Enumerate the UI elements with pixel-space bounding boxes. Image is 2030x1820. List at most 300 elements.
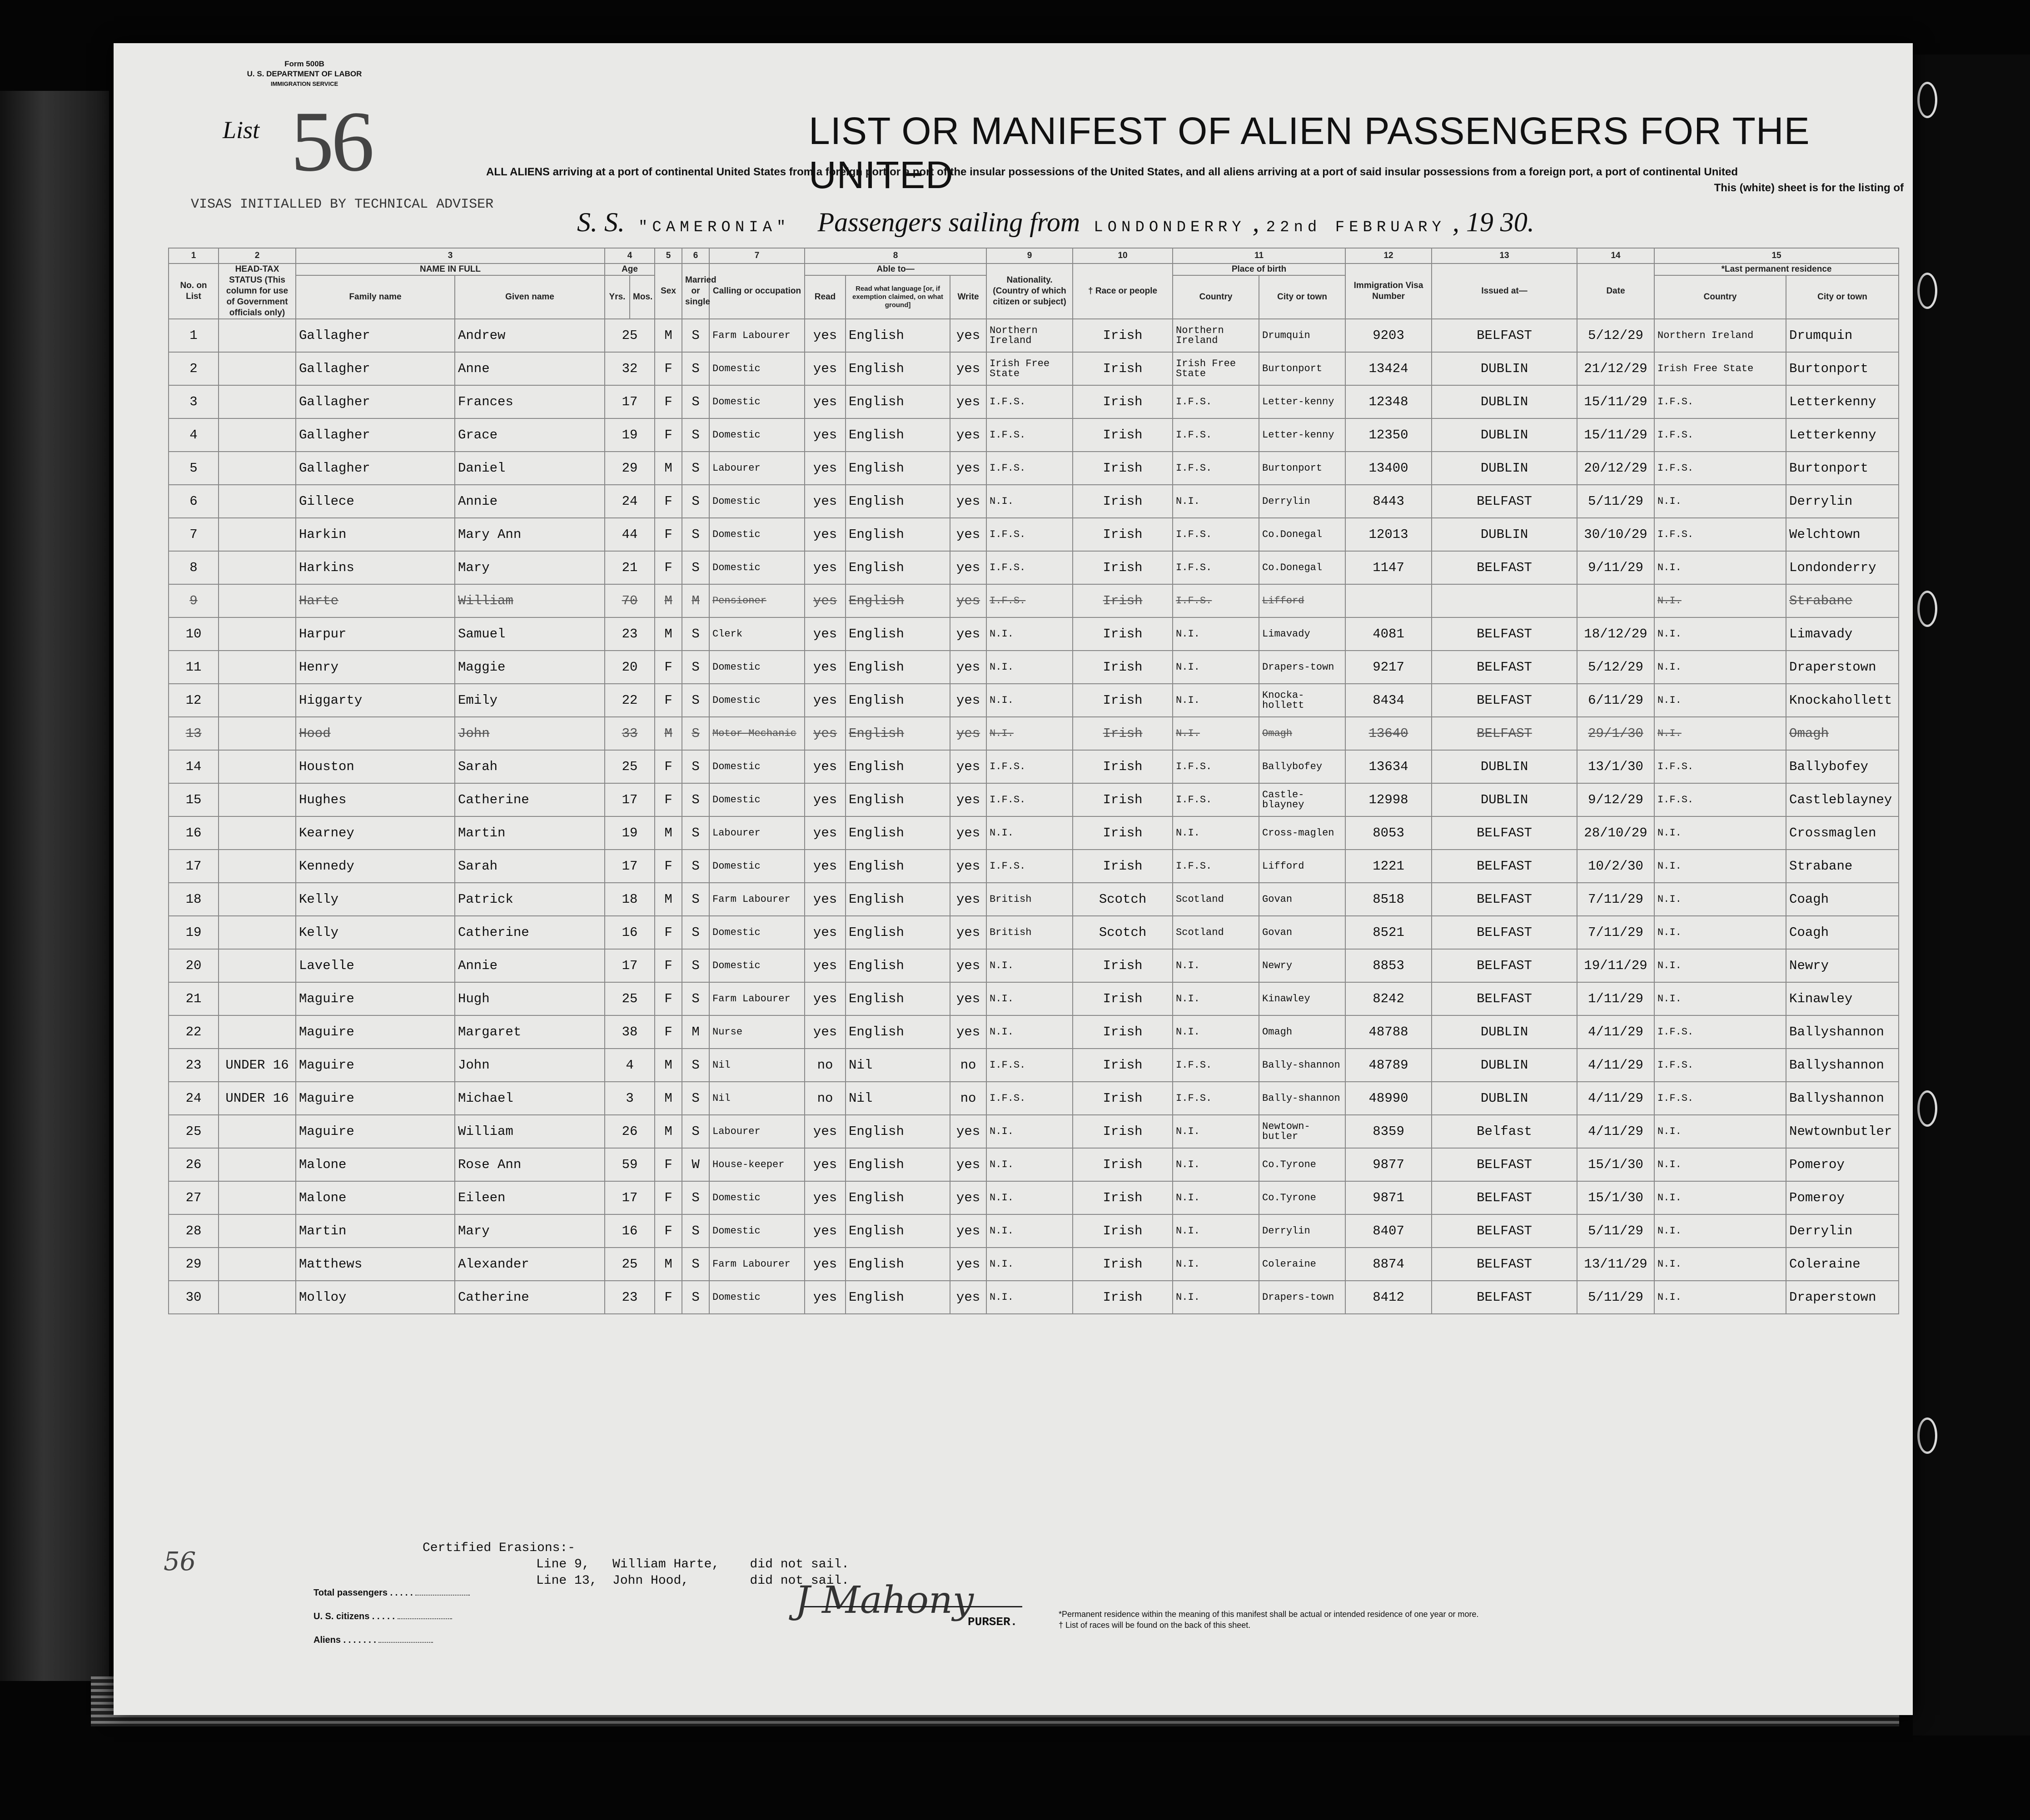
cell-write: yes — [950, 982, 986, 1015]
cell-issued-at: BELFAST — [1432, 1214, 1577, 1248]
cell-age-yrs: 70 — [605, 584, 655, 617]
totals-block — [313, 1581, 470, 1652]
cell-birth-country: I.F.S. — [1173, 850, 1259, 883]
cell-family-name: Hood — [296, 717, 455, 750]
cell-visa: 13634 — [1345, 750, 1432, 783]
cell-birth-country: N.I. — [1173, 717, 1259, 750]
cell-birth-city: Castle-blayney — [1259, 783, 1345, 816]
cell-read: yes — [805, 717, 846, 750]
cell-read: yes — [805, 750, 846, 783]
th-yrs: Yrs. — [605, 275, 630, 319]
cell-race: Irish — [1073, 418, 1173, 452]
cell-married: S — [682, 651, 709, 684]
passenger-row — [169, 982, 1899, 1015]
cell-sex: F — [655, 916, 682, 949]
column-number-row — [169, 248, 1899, 264]
cell-date: 19/11/29 — [1577, 949, 1654, 982]
cell-race: Irish — [1073, 684, 1173, 717]
cell-res-country: N.I. — [1654, 1181, 1786, 1214]
cell-read: yes — [805, 418, 846, 452]
cell-married: S — [682, 1248, 709, 1281]
cell-res-country: N.I. — [1654, 1248, 1786, 1281]
cell-no: 22 — [169, 1015, 219, 1049]
cell-head-tax: UNDER 16 — [219, 1049, 296, 1082]
departure-port: LONDONDERRY — [1094, 219, 1246, 236]
cell-res-country: N.I. — [1654, 1115, 1786, 1148]
cell-birth-country: I.F.S. — [1173, 783, 1259, 816]
cell-given-name: Annie — [455, 949, 605, 982]
cell-read: yes — [805, 352, 846, 385]
cell-read-language: English — [846, 1015, 950, 1049]
cell-family-name: Martin — [296, 1214, 455, 1248]
cell-race: Irish — [1073, 1148, 1173, 1181]
passenger-row — [169, 617, 1899, 651]
cell-given-name: Mary Ann — [455, 518, 605, 551]
passenger-row — [169, 1281, 1899, 1314]
cell-date: 5/11/29 — [1577, 1214, 1654, 1248]
cell-no: 5 — [169, 452, 219, 485]
cell-write: yes — [950, 1148, 986, 1181]
cell-family-name: Kelly — [296, 883, 455, 916]
cell-married: S — [682, 1281, 709, 1314]
cell-birth-country: I.F.S. — [1173, 518, 1259, 551]
cell-birth-city: Omagh — [1259, 717, 1345, 750]
cell-res-country: I.F.S. — [1654, 385, 1786, 418]
cell-visa: 9203 — [1345, 319, 1432, 352]
cell-family-name: Malone — [296, 1148, 455, 1181]
passenger-row — [169, 1181, 1899, 1214]
cell-birth-city: Letter-kenny — [1259, 418, 1345, 452]
cell-age-yrs: 19 — [605, 816, 655, 850]
cell-nationality: I.F.S. — [986, 1082, 1073, 1115]
cell-date: 1/11/29 — [1577, 982, 1654, 1015]
th-last-residence: *Last permanent residence — [1654, 264, 1899, 275]
cell-family-name: Gillece — [296, 485, 455, 518]
cell-date: 15/11/29 — [1577, 418, 1654, 452]
cell-race: Irish — [1073, 518, 1173, 551]
cell-nationality: N.I. — [986, 949, 1073, 982]
cell-res-country: Irish Free State — [1654, 352, 1786, 385]
cell-birth-country: N.I. — [1173, 1148, 1259, 1181]
cell-birth-country: I.F.S. — [1173, 750, 1259, 783]
cell-write: yes — [950, 518, 986, 551]
cell-sex: M — [655, 1082, 682, 1115]
cell-race: Scotch — [1073, 916, 1173, 949]
cell-res-country: N.I. — [1654, 850, 1786, 883]
cell-write: yes — [950, 850, 986, 883]
cell-race: Irish — [1073, 982, 1173, 1015]
th-birth-country: Country — [1173, 275, 1259, 319]
aliens-label: Aliens . . . . . . . — [313, 1635, 376, 1645]
cell-nationality: Irish Free State — [986, 352, 1073, 385]
th-place-of-birth: Place of birth — [1173, 264, 1345, 275]
cell-read-language: English — [846, 1181, 950, 1214]
cell-birth-country: N.I. — [1173, 1214, 1259, 1248]
cell-birth-city: Co.Tyrone — [1259, 1181, 1345, 1214]
cell-date: 15/11/29 — [1577, 385, 1654, 418]
passenger-row — [169, 418, 1899, 452]
cell-married: S — [682, 1115, 709, 1148]
passenger-row — [169, 850, 1899, 883]
cell-no: 28 — [169, 1214, 219, 1248]
cell-given-name: Hugh — [455, 982, 605, 1015]
cell-family-name: Matthews — [296, 1248, 455, 1281]
cell-married: S — [682, 452, 709, 485]
cell-no: 16 — [169, 816, 219, 850]
cell-sex: M — [655, 883, 682, 916]
th-married: Married or single — [682, 264, 709, 319]
cell-married: S — [682, 883, 709, 916]
cell-nationality: N.I. — [986, 651, 1073, 684]
cell-visa: 8434 — [1345, 684, 1432, 717]
passenger-row — [169, 684, 1899, 717]
cell-no: 9 — [169, 584, 219, 617]
cell-married: S — [682, 916, 709, 949]
cell-no: 12 — [169, 684, 219, 717]
ship-line: S. S. "CAMERONIA" Passengers sailing from LONDONDERRY , 22nd FEBRUARY , 19 30. — [577, 207, 1534, 237]
cell-sex: F — [655, 352, 682, 385]
cell-head-tax: UNDER 16 — [219, 1082, 296, 1115]
cell-sex: F — [655, 485, 682, 518]
cell-calling: Domestic — [709, 1181, 805, 1214]
cell-visa: 13400 — [1345, 452, 1432, 485]
cell-married: S — [682, 1049, 709, 1082]
cell-read: yes — [805, 783, 846, 816]
cell-date: 5/12/29 — [1577, 319, 1654, 352]
cell-visa: 12348 — [1345, 385, 1432, 418]
cell-visa: 8443 — [1345, 485, 1432, 518]
cell-calling: Domestic — [709, 485, 805, 518]
cell-head-tax — [219, 982, 296, 1015]
cell-issued-at: BELFAST — [1432, 617, 1577, 651]
cell-family-name: Houston — [296, 750, 455, 783]
cell-family-name: Gallagher — [296, 452, 455, 485]
cell-read: yes — [805, 949, 846, 982]
cell-age-yrs: 16 — [605, 916, 655, 949]
cell-issued-at: BELFAST — [1432, 651, 1577, 684]
cell-res-city: Newry — [1786, 949, 1899, 982]
cell-family-name: Kennedy — [296, 850, 455, 883]
cell-birth-city: Ballybofey — [1259, 750, 1345, 783]
cert-line-13: Line 13, John Hood, did not sail. — [536, 1574, 849, 1588]
cell-sex: F — [655, 1015, 682, 1049]
cell-family-name: Maguire — [296, 1015, 455, 1049]
cell-calling: Domestic — [709, 1281, 805, 1314]
cell-head-tax — [219, 949, 296, 982]
cell-race: Irish — [1073, 584, 1173, 617]
passenger-row — [169, 750, 1899, 783]
cell-res-city: Coagh — [1786, 916, 1899, 949]
form-number: Form 500B — [284, 60, 324, 68]
cell-issued-at: BELFAST — [1432, 1181, 1577, 1214]
th-head-tax: HEAD-TAX STATUS (This column for use of Government officials only) — [219, 264, 296, 319]
cell-date: 9/11/29 — [1577, 551, 1654, 584]
cell-issued-at: DUBLIN — [1432, 452, 1577, 485]
cell-married: S — [682, 684, 709, 717]
cell-married: S — [682, 518, 709, 551]
binder-ring — [1917, 591, 1937, 627]
cell-birth-city: Newry — [1259, 949, 1345, 982]
cell-race: Irish — [1073, 750, 1173, 783]
cell-date — [1577, 584, 1654, 617]
cell-calling: Nil — [709, 1049, 805, 1082]
cell-visa: 1221 — [1345, 850, 1432, 883]
passenger-row — [169, 1214, 1899, 1248]
cell-res-city: Derrylin — [1786, 485, 1899, 518]
th-read: Read — [805, 275, 846, 319]
cell-birth-city: Burtonport — [1259, 452, 1345, 485]
cell-write: no — [950, 1082, 986, 1115]
cell-date: 4/11/29 — [1577, 1115, 1654, 1148]
cell-read: yes — [805, 651, 846, 684]
th-no-on-list: No. on List — [169, 264, 219, 319]
cell-birth-city: Co.Donegal — [1259, 551, 1345, 584]
binder-strip — [1913, 55, 2030, 1735]
cell-issued-at: BELFAST — [1432, 319, 1577, 352]
cell-nationality: Northern Ireland — [986, 319, 1073, 352]
cell-sex: F — [655, 684, 682, 717]
cell-res-country: I.F.S. — [1654, 452, 1786, 485]
cell-write: yes — [950, 1181, 986, 1214]
cell-read: yes — [805, 684, 846, 717]
cell-given-name: Frances — [455, 385, 605, 418]
cell-head-tax — [219, 584, 296, 617]
cell-married: S — [682, 1082, 709, 1115]
cell-read-language: English — [846, 717, 950, 750]
cell-birth-country: N.I. — [1173, 982, 1259, 1015]
cell-nationality: I.F.S. — [986, 385, 1073, 418]
cell-read: yes — [805, 850, 846, 883]
cell-no: 3 — [169, 385, 219, 418]
cell-res-city: Draperstown — [1786, 1281, 1899, 1314]
cell-family-name: Maguire — [296, 1115, 455, 1148]
cell-given-name: John — [455, 717, 605, 750]
cell-visa: 8853 — [1345, 949, 1432, 982]
cell-head-tax — [219, 816, 296, 850]
cell-age-yrs: 20 — [605, 651, 655, 684]
cell-read: yes — [805, 1181, 846, 1214]
cell-read: yes — [805, 883, 846, 916]
cell-sex: M — [655, 717, 682, 750]
th-issued-at: Issued at— — [1432, 264, 1577, 319]
passenger-row — [169, 883, 1899, 916]
cell-married: S — [682, 1214, 709, 1248]
cell-given-name: Catherine — [455, 1281, 605, 1314]
cell-res-country: N.I. — [1654, 617, 1786, 651]
cell-sex: F — [655, 651, 682, 684]
passenger-row — [169, 485, 1899, 518]
cell-calling: Farm Labourer — [709, 982, 805, 1015]
cell-head-tax — [219, 1115, 296, 1148]
cell-no: 23 — [169, 1049, 219, 1082]
cell-date: 18/12/29 — [1577, 617, 1654, 651]
cell-sex: F — [655, 1214, 682, 1248]
cell-head-tax — [219, 1148, 296, 1181]
passenger-rows — [169, 319, 1899, 1314]
cell-calling: Domestic — [709, 783, 805, 816]
cell-issued-at: BELFAST — [1432, 684, 1577, 717]
cell-visa: 12013 — [1345, 518, 1432, 551]
cell-res-city: Burtonport — [1786, 352, 1899, 385]
cell-calling: Nil — [709, 1082, 805, 1115]
cell-read: yes — [805, 485, 846, 518]
cell-no: 30 — [169, 1281, 219, 1314]
cell-no: 8 — [169, 551, 219, 584]
cell-age-yrs: 59 — [605, 1148, 655, 1181]
cell-write: no — [950, 1049, 986, 1082]
cell-family-name: Higgarty — [296, 684, 455, 717]
cell-age-yrs: 25 — [605, 750, 655, 783]
cell-visa: 8053 — [1345, 816, 1432, 850]
cell-age-yrs: 3 — [605, 1082, 655, 1115]
cell-nationality: I.F.S. — [986, 1049, 1073, 1082]
cell-sex: M — [655, 1049, 682, 1082]
cell-write: yes — [950, 1115, 986, 1148]
cell-calling: Farm Labourer — [709, 1248, 805, 1281]
cell-head-tax — [219, 750, 296, 783]
cell-birth-city: Co.Donegal — [1259, 518, 1345, 551]
cell-issued-at: DUBLIN — [1432, 518, 1577, 551]
cell-age-yrs: 22 — [605, 684, 655, 717]
cell-birth-city: Derrylin — [1259, 485, 1345, 518]
cell-age-yrs: 17 — [605, 783, 655, 816]
cell-res-city: Welchtown — [1786, 518, 1899, 551]
cell-issued-at: BELFAST — [1432, 816, 1577, 850]
cell-sex: M — [655, 1115, 682, 1148]
cell-res-country: N.I. — [1654, 1214, 1786, 1248]
cell-birth-city: Kinawley — [1259, 982, 1345, 1015]
cell-calling: Farm Labourer — [709, 883, 805, 916]
cell-issued-at: BELFAST — [1432, 850, 1577, 883]
header-row-1 — [169, 264, 1899, 275]
cell-write: yes — [950, 816, 986, 850]
department: U. S. DEPARTMENT OF LABOR — [247, 70, 362, 78]
cell-read-language: English — [846, 916, 950, 949]
cell-birth-country: Scotland — [1173, 883, 1259, 916]
cell-nationality: N.I. — [986, 1115, 1073, 1148]
cell-married: W — [682, 1148, 709, 1181]
cell-age-yrs: 16 — [605, 1214, 655, 1248]
cell-family-name: Henry — [296, 651, 455, 684]
cell-race: Irish — [1073, 352, 1173, 385]
cell-given-name: William — [455, 584, 605, 617]
cell-write: yes — [950, 1015, 986, 1049]
cell-age-yrs: 4 — [605, 1049, 655, 1082]
cell-age-yrs: 18 — [605, 883, 655, 916]
purser-signature: J Mahony — [795, 1579, 974, 1622]
cell-birth-city: Drumquin — [1259, 319, 1345, 352]
col-num: 4 — [605, 248, 655, 264]
passenger-row — [169, 1115, 1899, 1148]
cell-res-country: N.I. — [1654, 717, 1786, 750]
cell-calling: Nurse — [709, 1015, 805, 1049]
col-num: 13 — [1432, 248, 1577, 264]
cell-race: Irish — [1073, 1082, 1173, 1115]
cell-visa: 4081 — [1345, 617, 1432, 651]
cell-read-language: English — [846, 1248, 950, 1281]
cell-res-city: Knockahollett — [1786, 684, 1899, 717]
cell-calling: Motor-Mechanic — [709, 717, 805, 750]
cell-sex: F — [655, 783, 682, 816]
cell-date: 7/11/29 — [1577, 916, 1654, 949]
cell-no: 20 — [169, 949, 219, 982]
cell-birth-country: N.I. — [1173, 816, 1259, 850]
cell-read-language: English — [846, 750, 950, 783]
cell-read-language: English — [846, 319, 950, 352]
cell-head-tax — [219, 485, 296, 518]
cell-write: yes — [950, 1214, 986, 1248]
cell-read: yes — [805, 816, 846, 850]
sailing-date: 22nd FEBRUARY — [1266, 219, 1446, 236]
cell-family-name: Harkin — [296, 518, 455, 551]
cell-birth-country: Northern Ireland — [1173, 319, 1259, 352]
col-num: 2 — [219, 248, 296, 264]
cell-family-name: Kearney — [296, 816, 455, 850]
cell-nationality: N.I. — [986, 684, 1073, 717]
subtitle-aliens: ALL ALIENS arriving at a port of continental United States from a foreign port or a port of the insular possessions of the United States, and all aliens arriving at a port of said insular possessions from a foreign port, a port of continental United — [486, 166, 1738, 178]
sailing-year: 19 30. — [1466, 207, 1534, 237]
cell-write: yes — [950, 783, 986, 816]
cell-res-country: N.I. — [1654, 684, 1786, 717]
cell-read-language: Nil — [846, 1049, 950, 1082]
total-passengers-field — [415, 1595, 470, 1596]
th-given-name: Given name — [455, 275, 605, 319]
cell-read: yes — [805, 1015, 846, 1049]
cell-res-country: N.I. — [1654, 485, 1786, 518]
cell-birth-country: I.F.S. — [1173, 452, 1259, 485]
cell-race: Irish — [1073, 617, 1173, 651]
cell-res-country: N.I. — [1654, 551, 1786, 584]
cell-calling: Domestic — [709, 352, 805, 385]
cell-head-tax — [219, 551, 296, 584]
cell-given-name: Emily — [455, 684, 605, 717]
cell-visa: 8518 — [1345, 883, 1432, 916]
cell-read: yes — [805, 452, 846, 485]
cell-date: 4/11/29 — [1577, 1049, 1654, 1082]
cell-date: 4/11/29 — [1577, 1082, 1654, 1115]
cell-res-country: N.I. — [1654, 883, 1786, 916]
passenger-row — [169, 551, 1899, 584]
total-passengers-label: Total passengers . . . . . — [313, 1588, 413, 1598]
cell-sex: F — [655, 1181, 682, 1214]
manifest-page — [114, 43, 1913, 1715]
cell-write: yes — [950, 352, 986, 385]
cell-write: yes — [950, 883, 986, 916]
col-num: 1 — [169, 248, 219, 264]
cell-issued-at: DUBLIN — [1432, 1082, 1577, 1115]
cell-married: S — [682, 949, 709, 982]
cell-issued-at: BELFAST — [1432, 982, 1577, 1015]
cell-calling: Clerk — [709, 617, 805, 651]
cell-no: 14 — [169, 750, 219, 783]
cell-birth-country: N.I. — [1173, 485, 1259, 518]
cell-birth-country: N.I. — [1173, 684, 1259, 717]
cell-calling: Domestic — [709, 1214, 805, 1248]
cell-no: 6 — [169, 485, 219, 518]
purser-line — [804, 1606, 1022, 1607]
cell-visa: 9217 — [1345, 651, 1432, 684]
cell-res-city: Ballybofey — [1786, 750, 1899, 783]
cell-head-tax — [219, 617, 296, 651]
cell-visa: 1147 — [1345, 551, 1432, 584]
th-age: Age — [605, 264, 655, 275]
cell-head-tax — [219, 385, 296, 418]
cell-birth-city: Drapers-town — [1259, 1281, 1345, 1314]
cell-res-city: Pomeroy — [1786, 1181, 1899, 1214]
cell-issued-at: BELFAST — [1432, 717, 1577, 750]
cell-read-language: English — [846, 584, 950, 617]
cell-read: yes — [805, 916, 846, 949]
